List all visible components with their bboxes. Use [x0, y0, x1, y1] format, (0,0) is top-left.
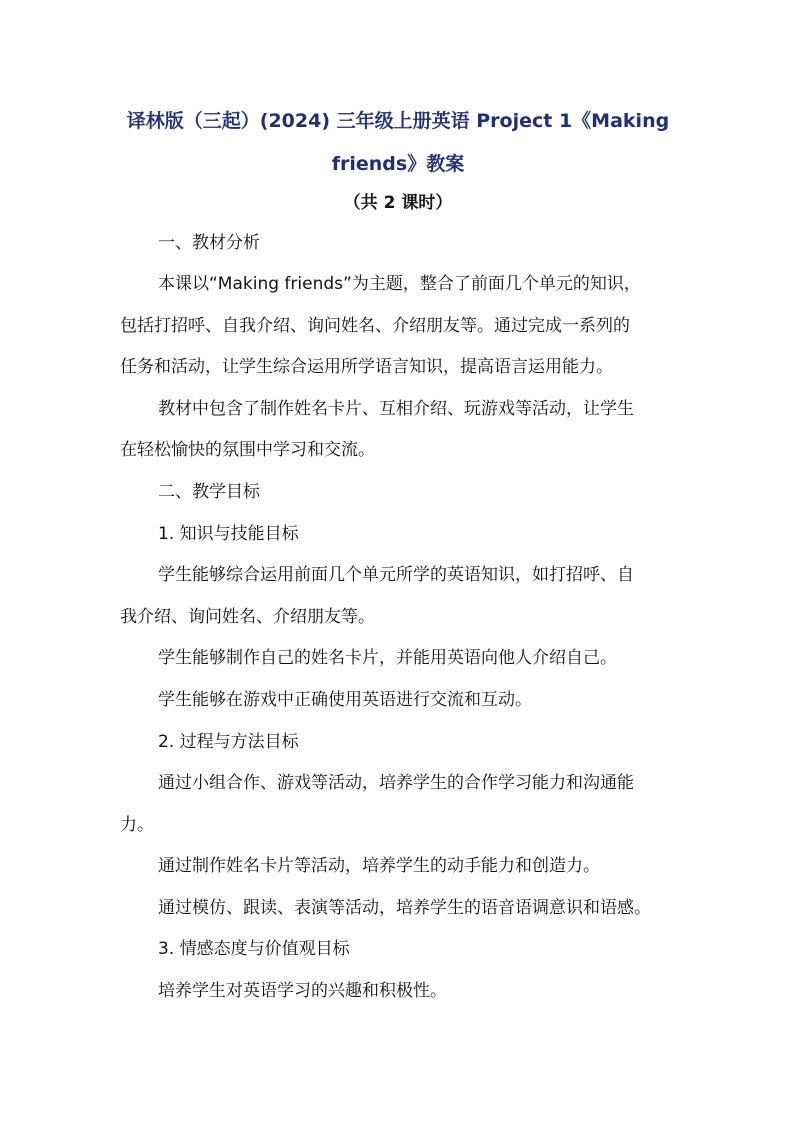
paragraph-line: 教材中包含了制作姓名卡片、互相介绍、玩游戏等活动，让学生	[158, 399, 634, 419]
document-title-line-2: friends》教案	[331, 153, 465, 175]
paragraph-line: 力。	[120, 815, 154, 835]
paragraph-line: 通过制作姓名卡片等活动，培养学生的动手能力和创造力。	[158, 856, 600, 876]
paragraph-line: 学生能够综合运用前面几个单元所学的英语知识，如打招呼、自	[158, 565, 634, 585]
subsection-heading-process: 2. 过程与方法目标	[158, 732, 299, 752]
paragraph-line: 本课以“Making friends”为主题，整合了前面几个单元的知识，	[158, 274, 641, 294]
paragraph-line: 我介绍、询问姓名、介绍朋友等。	[120, 607, 375, 627]
paragraph-line: 学生能够在游戏中正确使用英语进行交流和互动。	[158, 690, 532, 710]
paragraph-line: 学生能够制作自己的姓名卡片，并能用英语向他人介绍自己。	[158, 648, 617, 668]
section-heading-analysis: 一、教材分析	[158, 233, 260, 253]
document-title-line-1: 译林版（三起）(2024) 三年级上册英语 Project 1《Making	[126, 110, 670, 132]
paragraph-line: 任务和活动，让学生综合运用所学语言知识，提高语言运用能力。	[120, 357, 613, 377]
document-subtitle: （共 2 课时）	[343, 193, 453, 213]
paragraph-line: 通过小组合作、游戏等活动，培养学生的合作学习能力和沟通能	[158, 773, 634, 793]
section-heading-objectives: 二、教学目标	[158, 482, 260, 502]
paragraph-line: 通过模仿、跟读、表演等活动，培养学生的语音语调意识和语感。	[158, 898, 651, 918]
subsection-heading-knowledge: 1. 知识与技能目标	[158, 524, 299, 544]
paragraph-line: 培养学生对英语学习的兴趣和积极性。	[158, 981, 447, 1001]
subsection-heading-attitude: 3. 情感态度与价值观目标	[158, 939, 350, 959]
paragraph-line: 在轻松愉快的氛围中学习和交流。	[120, 440, 375, 460]
paragraph-line: 包括打招呼、自我介绍、询问姓名、介绍朋友等。通过完成一系列的	[120, 316, 630, 336]
